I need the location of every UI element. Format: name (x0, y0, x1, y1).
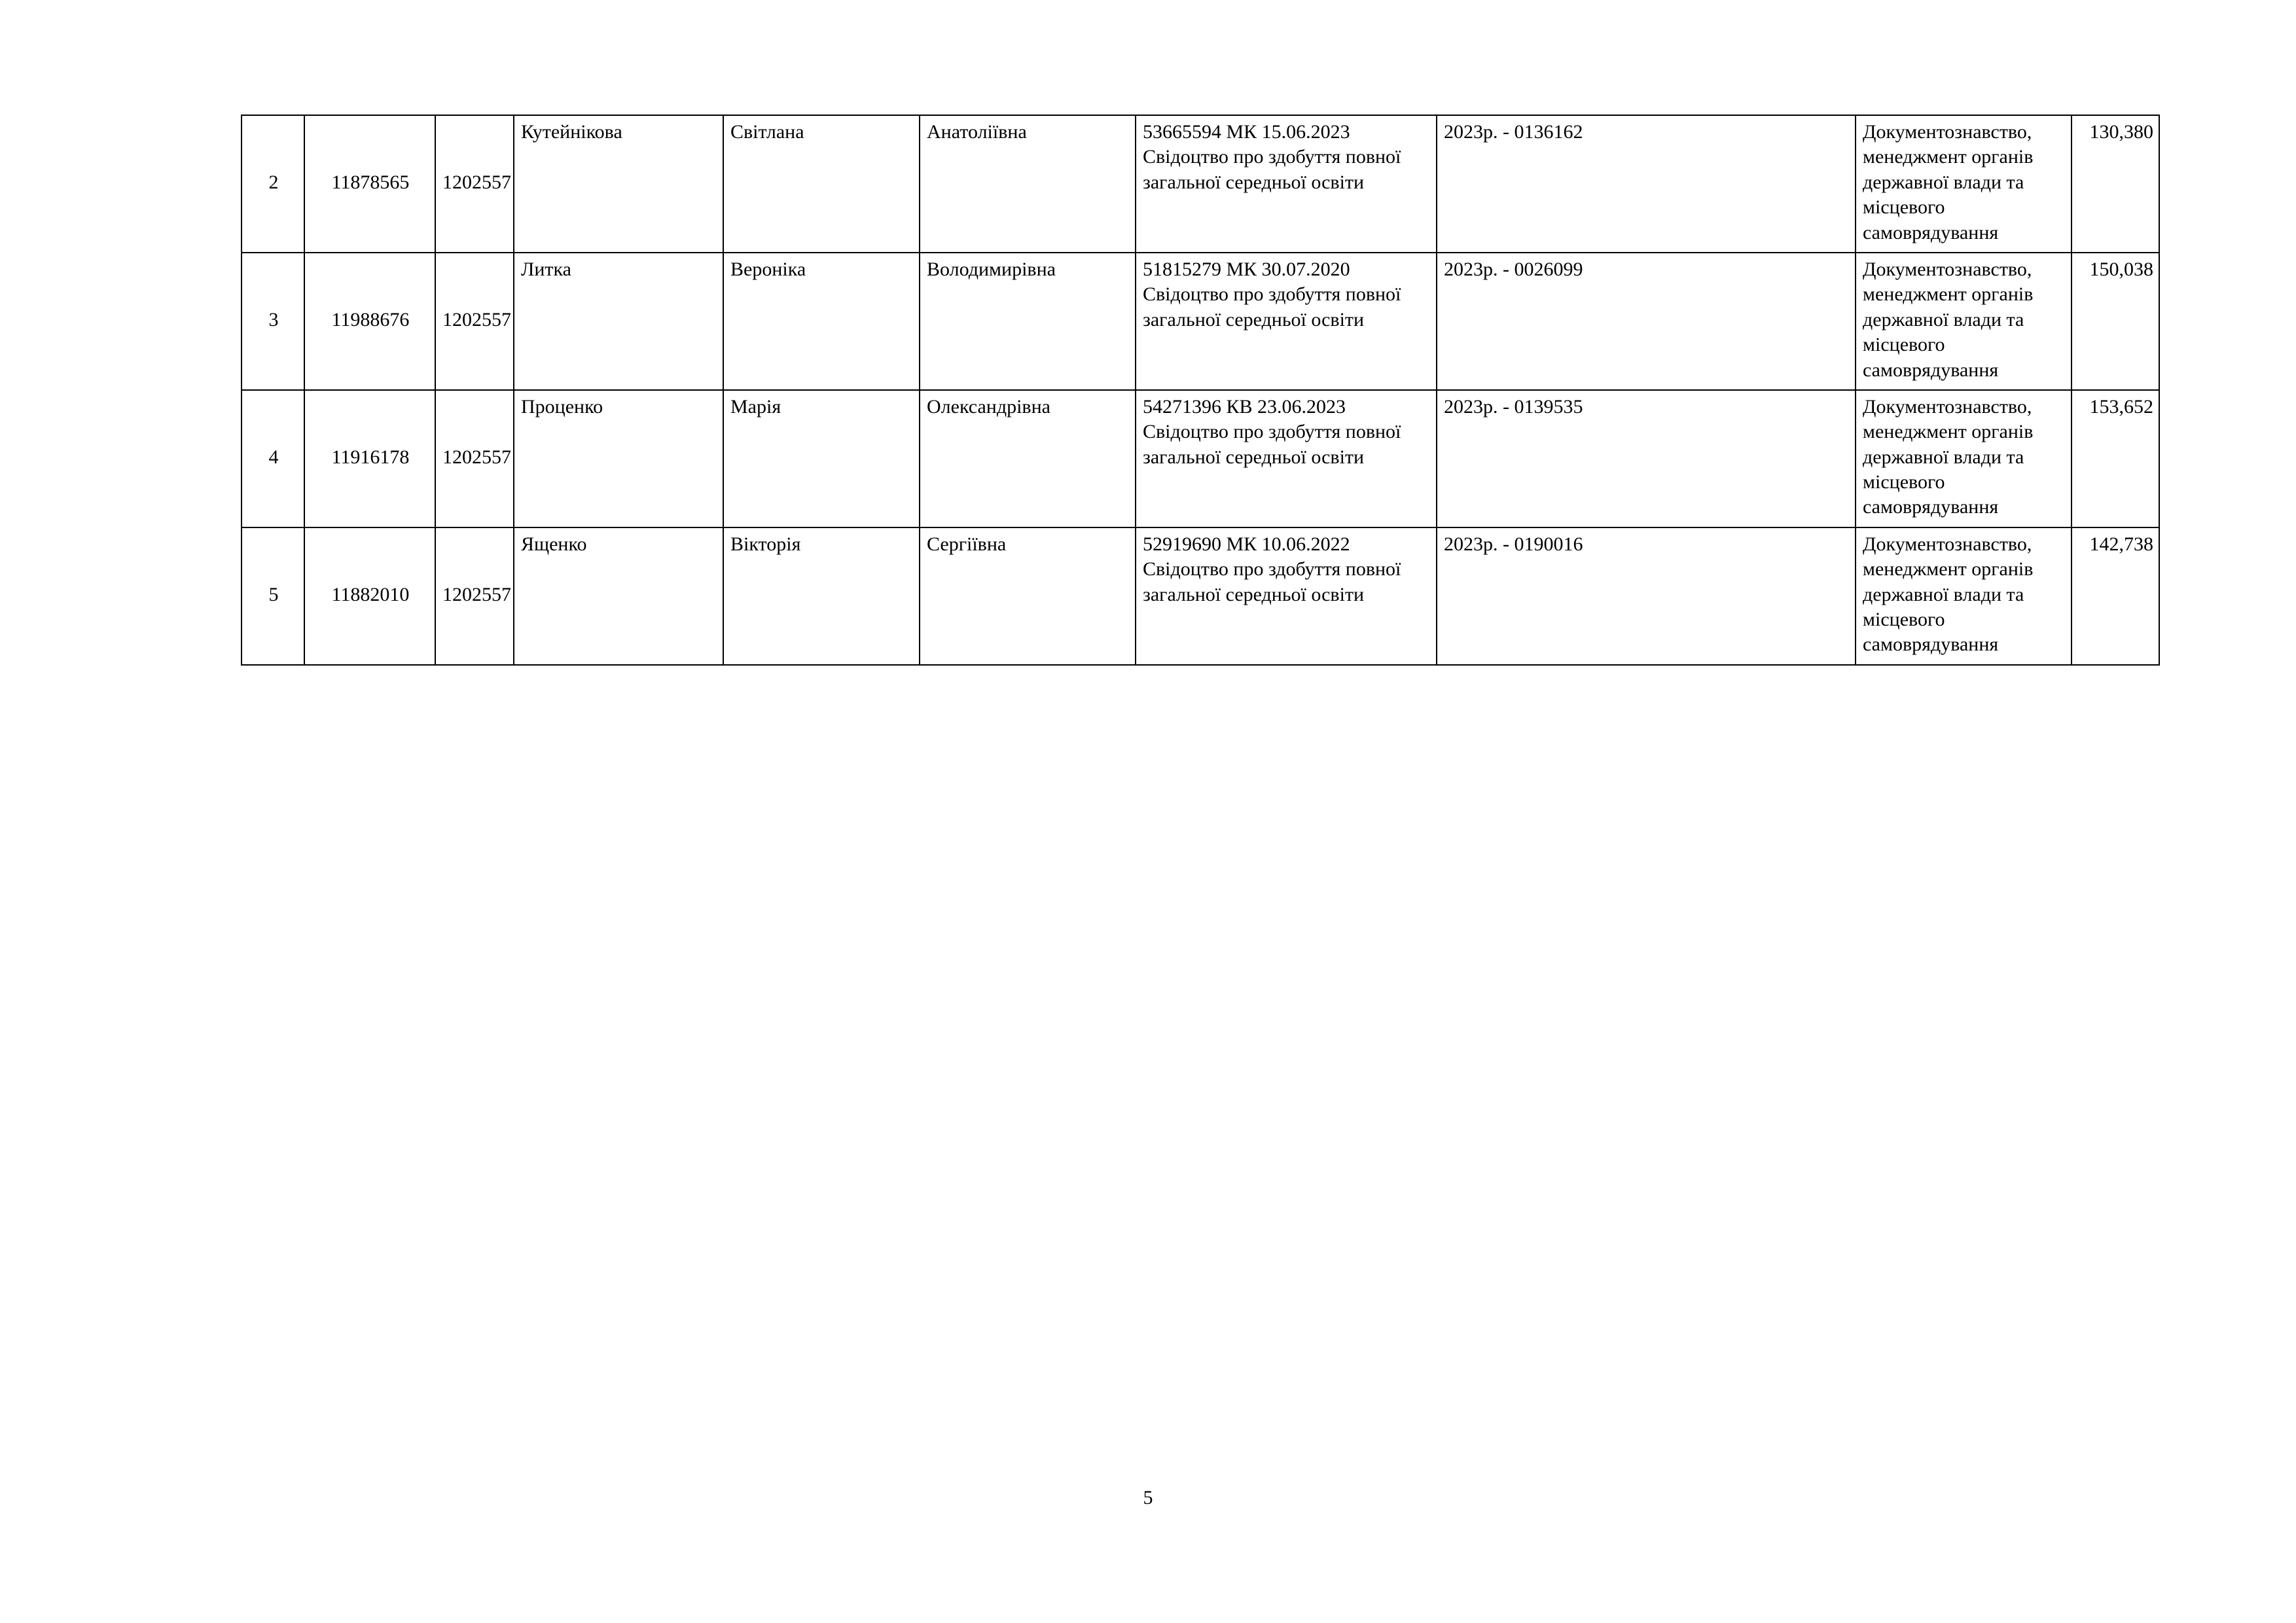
row-code: 11878565 (304, 115, 435, 253)
row-edbo: 1202557 (435, 115, 514, 253)
row-order: 2023р. - 0190016 (1437, 527, 1856, 665)
row-education-document: 53665594 МК 15.06.2023 Свідоцтво про здобуття повної загальної середньої освіти (1136, 115, 1437, 253)
row-score: 153,652 (2072, 390, 2159, 527)
row-number: 2 (242, 115, 304, 253)
row-education-document: 54271396 КВ 23.06.2023 Свідоцтво про здобуття повної загальної середньої освіти (1136, 390, 1437, 527)
row-number: 4 (242, 390, 304, 527)
row-edbo: 1202557 (435, 527, 514, 665)
applicants-table-wrapper (241, 115, 2159, 666)
row-first-name: Вероніка (723, 253, 920, 390)
row-education-document: 52919690 МК 10.06.2022 Свідоцтво про здобуття повної загальної середньої освіти (1136, 527, 1437, 665)
row-score: 150,038 (2072, 253, 2159, 390)
page-number: 5 (1143, 1487, 1153, 1508)
row-middle-name: Анатоліївна (920, 115, 1136, 253)
row-order: 2023р. - 0139535 (1437, 390, 1856, 527)
row-edbo: 1202557 (435, 253, 514, 390)
row-middle-name: Олександрівна (920, 390, 1136, 527)
row-first-name: Вікторія (723, 527, 920, 665)
row-last-name: Ященко (514, 527, 723, 665)
applicants-table (241, 115, 2160, 666)
row-specialty: Документознавство, менеджмент органів державної влади та місцевого самоврядування (1856, 115, 2072, 253)
table-row (242, 115, 2159, 253)
row-code: 11916178 (304, 390, 435, 527)
row-score: 142,738 (2072, 527, 2159, 665)
row-first-name: Світлана (723, 115, 920, 253)
row-middle-name: Володимирівна (920, 253, 1136, 390)
row-middle-name: Сергіївна (920, 527, 1136, 665)
row-code: 11882010 (304, 527, 435, 665)
row-specialty: Документознавство, менеджмент органів державної влади та місцевого самоврядування (1856, 253, 2072, 390)
row-first-name: Марія (723, 390, 920, 527)
row-edbo: 1202557 (435, 390, 514, 527)
table-row (242, 527, 2159, 665)
row-code: 11988676 (304, 253, 435, 390)
row-score: 130,380 (2072, 115, 2159, 253)
row-specialty: Документознавство, менеджмент органів державної влади та місцевого самоврядування (1856, 390, 2072, 527)
row-last-name: Кутейнікова (514, 115, 723, 253)
row-specialty: Документознавство, менеджмент органів державної влади та місцевого самоврядування (1856, 527, 2072, 665)
table-row (242, 253, 2159, 390)
table-row (242, 390, 2159, 527)
row-education-document: 51815279 МК 30.07.2020 Свідоцтво про здобуття повної загальної середньої освіти (1136, 253, 1437, 390)
row-number: 3 (242, 253, 304, 390)
row-order: 2023р. - 0026099 (1437, 253, 1856, 390)
row-last-name: Литка (514, 253, 723, 390)
row-number: 5 (242, 527, 304, 665)
row-order: 2023р. - 0136162 (1437, 115, 1856, 253)
row-last-name: Проценко (514, 390, 723, 527)
